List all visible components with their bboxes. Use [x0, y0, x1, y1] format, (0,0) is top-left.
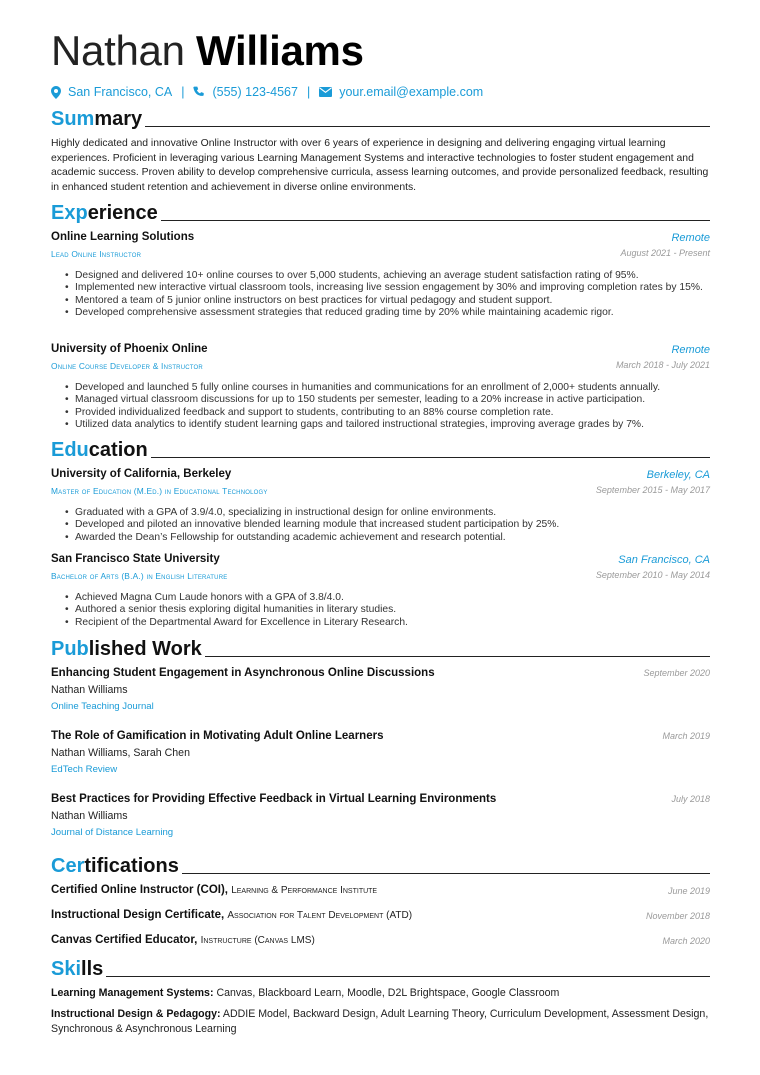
experience-org: University of Phoenix Online [51, 343, 208, 355]
publication-authors: Nathan Williams [51, 684, 128, 696]
list-item: • Provided individualized feedback and support to students, contributing to an 88% course completion rate. [65, 407, 710, 419]
experience-bullets [51, 382, 710, 432]
certification-name: Canvas Certified Educator, [51, 934, 198, 946]
publication-date: September 2020 [643, 668, 710, 678]
list-item: • Developed and piloted an innovative blended learning module that increased student participation by 25%. [65, 519, 710, 531]
skill-value: ADDIE Model, Backward Design, Adult Learning Theory, Curriculum Development, Assessment Design, Synchronous & Asynchronous Learning [51, 1008, 709, 1035]
list-item: • Developed comprehensive assessment strategies that reduced grading time by 20% while maintaining academic rigor. [65, 307, 710, 319]
certification-date: June 2019 [667, 886, 710, 896]
map-pin-icon [51, 86, 61, 99]
publication-title: Best Practices for Providing Effective Feedback in Virtual Learning Environments [51, 793, 497, 805]
section-divider [151, 457, 710, 458]
section-title-rest: lished Work [88, 638, 202, 660]
section-header-certifications [51, 855, 710, 877]
section-title-accent: Cer [51, 855, 85, 877]
publication-venue[interactable]: Journal of Distance Learning [51, 827, 174, 838]
list-item: • Graduated with a GPA of 3.9/4.0, specializing in instructional design for online environments. [65, 507, 710, 519]
certification-item [51, 909, 412, 921]
publication-date: July 2018 [671, 794, 710, 804]
certification-item [51, 934, 315, 946]
publication-title: The Role of Gamification in Motivating Adult Online Learners [51, 730, 384, 742]
section-divider [182, 873, 710, 874]
education-bullets [51, 592, 710, 629]
list-item: • Mentored a team of 5 junior online instructors on best practices for virtual pedagogy and student support. [65, 295, 710, 307]
education-bullets [51, 507, 710, 544]
section-header-summary [51, 108, 710, 130]
candidate-name [51, 26, 364, 76]
certification-org: Association for Talent Development (ATD) [227, 910, 413, 921]
section-header-published-work [51, 638, 710, 660]
section-divider [106, 976, 710, 977]
certification-date: November 2018 [645, 911, 710, 921]
experience-dates: March 2018 - July 2021 [615, 360, 710, 370]
section-title-accent: Ski [51, 958, 82, 980]
certification-name: Certified Online Instructor (COI), [51, 884, 228, 896]
experience-dates: August 2021 - Present [620, 248, 710, 258]
phone-text: (555) 123-4567 [212, 85, 298, 99]
list-item: • Recipient of the Departmental Award for Excellence in Literary Research. [65, 617, 710, 629]
contact-separator: | [181, 85, 185, 99]
section-header-experience [51, 202, 710, 224]
skill-label: Learning Management Systems: [51, 987, 214, 999]
education-school: University of California, Berkeley [51, 468, 232, 480]
list-item: • Authored a senior thesis exploring digital humanities in literary studies. [65, 604, 710, 616]
certification-org: Learning & Performance Institute [231, 885, 378, 896]
education-degree: Master of Education (M.Ed.) in Educational Technology [51, 486, 268, 496]
certification-name: Instructional Design Certificate, [51, 909, 225, 921]
list-item: • Designed and delivered 10+ online courses to over 5,000 students, achieving an average student satisfaction rating of 95%. [65, 270, 710, 282]
list-item: • Implemented new interactive virtual classroom tools, increasing live session engagement by 30% and improving completion rates by 15%. [65, 282, 710, 294]
skill-value: Canvas, Blackboard Learn, Moodle, D2L Brightspace, Google Classroom [216, 987, 560, 999]
experience-location: Remote [671, 344, 710, 356]
experience-role: Lead Online Instructor [51, 249, 142, 259]
certification-item [51, 884, 377, 896]
section-title-accent: Exp [51, 202, 88, 224]
last-name: Williams [196, 27, 364, 74]
contact-separator: | [306, 85, 311, 99]
list-item: • Achieved Magna Cum Laude honors with a GPA of 3.8/4.0. [65, 592, 710, 604]
section-header-skills [51, 958, 710, 980]
experience-org: Online Learning Solutions [51, 231, 195, 243]
certification-org: Instructure (Canvas LMS) [200, 935, 315, 946]
section-title-rest: erience [87, 202, 158, 224]
publication-venue[interactable]: Online Teaching Journal [51, 701, 154, 712]
list-item: • Developed and launched 5 fully online courses in humanities and communications for an enrollment of 2,000+ students annually. [65, 382, 710, 394]
section-title-rest: mary [94, 108, 143, 130]
education-dates: September 2010 - May 2014 [595, 570, 710, 580]
contact-line [51, 85, 483, 99]
envelope-icon [319, 87, 332, 97]
list-item: • Awarded the Dean’s Fellowship for outstanding academic achievement and research potential. [65, 532, 710, 544]
publication-venue[interactable]: EdTech Review [51, 764, 118, 775]
section-divider [205, 656, 710, 657]
section-title-rest: tifications [84, 855, 179, 877]
education-degree: Bachelor of Arts (B.A.) in English Literature [51, 571, 228, 581]
experience-role: Online Course Developer & Instructor [51, 361, 203, 371]
section-title-rest: lls [81, 958, 104, 980]
section-title-accent: Pub [51, 638, 89, 660]
section-divider [161, 220, 710, 221]
experience-location: Remote [671, 232, 710, 244]
education-school: San Francisco State University [51, 553, 220, 565]
education-location: San Francisco, CA [618, 554, 710, 566]
experience-bullets [51, 270, 710, 320]
certification-date: March 2020 [662, 936, 710, 946]
section-divider [145, 126, 710, 127]
skill-row [51, 1007, 710, 1037]
publication-authors: Nathan Williams [51, 810, 128, 822]
first-name: Nathan [51, 27, 185, 74]
publication-date: March 2019 [662, 731, 710, 741]
skill-label: Instructional Design & Pedagogy: [51, 1008, 221, 1020]
location-text: San Francisco, CA [68, 85, 173, 99]
publication-authors: Nathan Williams, Sarah Chen [51, 747, 190, 759]
education-dates: September 2015 - May 2017 [595, 485, 710, 495]
section-title-rest: cation [88, 439, 148, 461]
section-title-accent: Sum [51, 108, 95, 130]
section-header-education [51, 439, 710, 461]
list-item: • Managed virtual classroom discussions for up to 150 students per semester, leading to a 20% increase in active participation. [65, 394, 710, 406]
summary-text: Highly dedicated and innovative Online Instructor with over 6 years of experience in designing and delivering engaging virtual learning experiences. Proficient in leveraging various Learning Management Systems and interactive technologies to foster student engagement and academic success. Proven ability to develop comprehensive curricula, assess learning outcomes, and provide personalized feedback, resulting in enhanced student retention and achievement in diverse online environments. [51, 138, 709, 193]
section-title-accent: Edu [51, 439, 89, 461]
publication-title: Enhancing Student Engagement in Asynchronous Online Discussions [51, 667, 435, 679]
email-link[interactable]: your.email@example.com [339, 85, 484, 99]
list-item: • Utilized data analytics to identify student learning gaps and tailored instructional strategies, improving average grades by 7%. [65, 419, 710, 431]
skill-row [51, 986, 710, 1001]
education-location: Berkeley, CA [646, 469, 710, 481]
phone-icon [193, 86, 205, 98]
